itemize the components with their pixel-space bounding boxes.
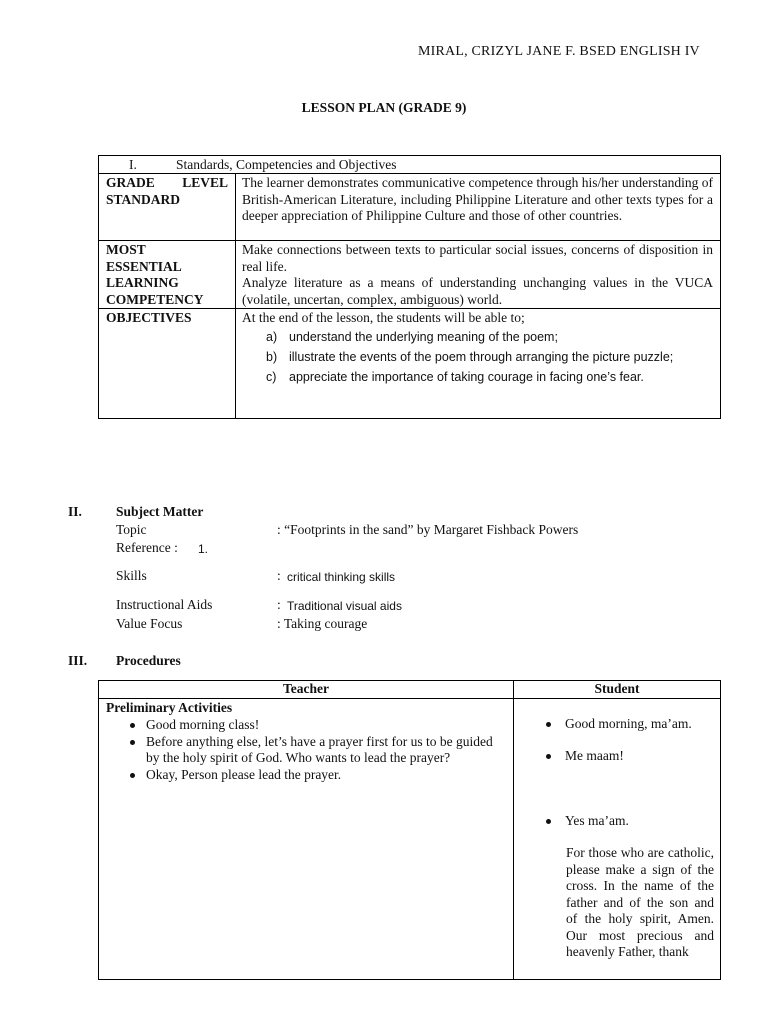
bullet-icon (546, 819, 551, 824)
objectives-intro: At the end of the lesson, the students will be able to; (242, 310, 525, 325)
label-line: ESSENTIAL (106, 258, 182, 274)
student-line-1 (520, 716, 720, 733)
list-item (520, 748, 720, 765)
bullet-icon (546, 722, 551, 727)
document-title: LESSON PLAN (GRADE 9) (301, 100, 467, 115)
row-label: OBJECTIVES (99, 309, 236, 419)
list-item (99, 734, 501, 767)
procedures-table (98, 680, 721, 980)
row-label (99, 241, 236, 308)
student-line: Good morning, ma’am. (565, 716, 692, 731)
student-line: Me maam! (565, 748, 624, 763)
bullet-icon (130, 723, 135, 728)
skills-value: critical thinking skills (287, 570, 396, 584)
reference-value: 1. (198, 542, 209, 556)
table-bottom-border (98, 979, 721, 980)
list-marker: a) (266, 329, 278, 344)
label-word: GRADE (106, 175, 155, 190)
label-line: COMPETENCY (106, 291, 204, 307)
reference-label: Reference : (116, 540, 178, 555)
skills-label: Skills (116, 568, 147, 583)
teacher-line: Before anything else, let’s have a prayer first for us to be guided by the holy spirit of God. Who wants to lead the prayer? (146, 733, 493, 765)
teacher-lines (99, 717, 501, 783)
preliminary-heading: Preliminary Activities (106, 700, 233, 715)
section-number: III. (68, 653, 88, 668)
topic-label: Topic (116, 522, 147, 537)
teacher-column (99, 681, 514, 980)
objective-text: appreciate the importance of taking courage in facing one’s fear. (289, 369, 644, 384)
aids-value: Traditional visual aids (287, 599, 402, 613)
list-marker: c) (266, 369, 277, 384)
topic-value: : “Footprints in the sand” by Margaret Fishback Powers (277, 522, 579, 537)
aids-label: Instructional Aids (116, 597, 213, 612)
label-word: LEVEL (182, 175, 228, 190)
row-label (99, 174, 236, 240)
list-item (99, 767, 501, 784)
list-item (99, 717, 501, 734)
standards-table (98, 155, 721, 419)
author-header: MIRAL, CRIZYL JANE F. BSED ENGLISH IV (418, 44, 700, 59)
list-item (242, 367, 713, 387)
row-value: The learner demonstrates communicative competence through his/her understanding of British-American Literature, including Philippine Literature and other texts types for a deeper appreciation of Philippine Culture and those of other countries. (242, 175, 713, 223)
label-line: MOST (106, 242, 146, 257)
column-header-teacher: Teacher (99, 681, 513, 699)
table-row-objectives (99, 309, 720, 419)
objective-text: illustrate the events of the poem through arranging the picture puzzle; (289, 349, 674, 364)
section-heading: Procedures (116, 653, 181, 668)
list-item (520, 716, 720, 733)
section-number: I. (129, 157, 137, 172)
competency-line: Make connections between texts to particular social issues, concerns of disposition in real life. (242, 242, 713, 274)
colon: : (277, 568, 281, 583)
student-prayer-paragraph: For those who are catholic, please make a sign of the cross. In the name of the father and of the son and of the holy spirit, Amen. Our most precious and heavenly Father, thank (566, 845, 714, 959)
section-number: II. (68, 504, 82, 519)
teacher-line: Okay, Person please lead the prayer. (146, 766, 342, 782)
list-item (242, 347, 713, 367)
student-line: Yes ma’am. (565, 813, 629, 828)
row-value (236, 241, 720, 309)
label-line: STANDARD (106, 191, 181, 207)
objectives-list (242, 327, 713, 387)
standards-table-header (99, 156, 720, 174)
column-header-student: Student (514, 681, 720, 699)
competency-line: Analyze literature as a means of understanding unchanging values in the VUCA (volatile, uncertan, complex, ambiguous) world. (242, 275, 713, 307)
value-focus-label: Value Focus (116, 616, 183, 631)
objective-text: understand the underlying meaning of the poem; (289, 329, 558, 344)
label-line: LEARNING (106, 275, 179, 290)
table-row-most-essential-learning-competency (99, 241, 720, 309)
student-line-3 (520, 813, 720, 830)
value-focus-value: : Taking courage (277, 616, 368, 631)
student-column (514, 681, 720, 980)
student-line-2 (520, 748, 720, 765)
bullet-icon (546, 754, 551, 759)
table-row-grade-level-standard (99, 174, 720, 241)
list-item (242, 327, 713, 347)
list-item (520, 813, 720, 830)
section-heading: Subject Matter (116, 504, 204, 519)
teacher-line: Good morning class! (146, 717, 260, 732)
row-value (236, 309, 720, 388)
bullet-icon (130, 740, 135, 745)
list-marker: b) (266, 349, 278, 364)
colon: : (277, 597, 281, 612)
bullet-icon (130, 773, 135, 778)
section-heading: Standards, Competencies and Objectives (176, 157, 397, 172)
